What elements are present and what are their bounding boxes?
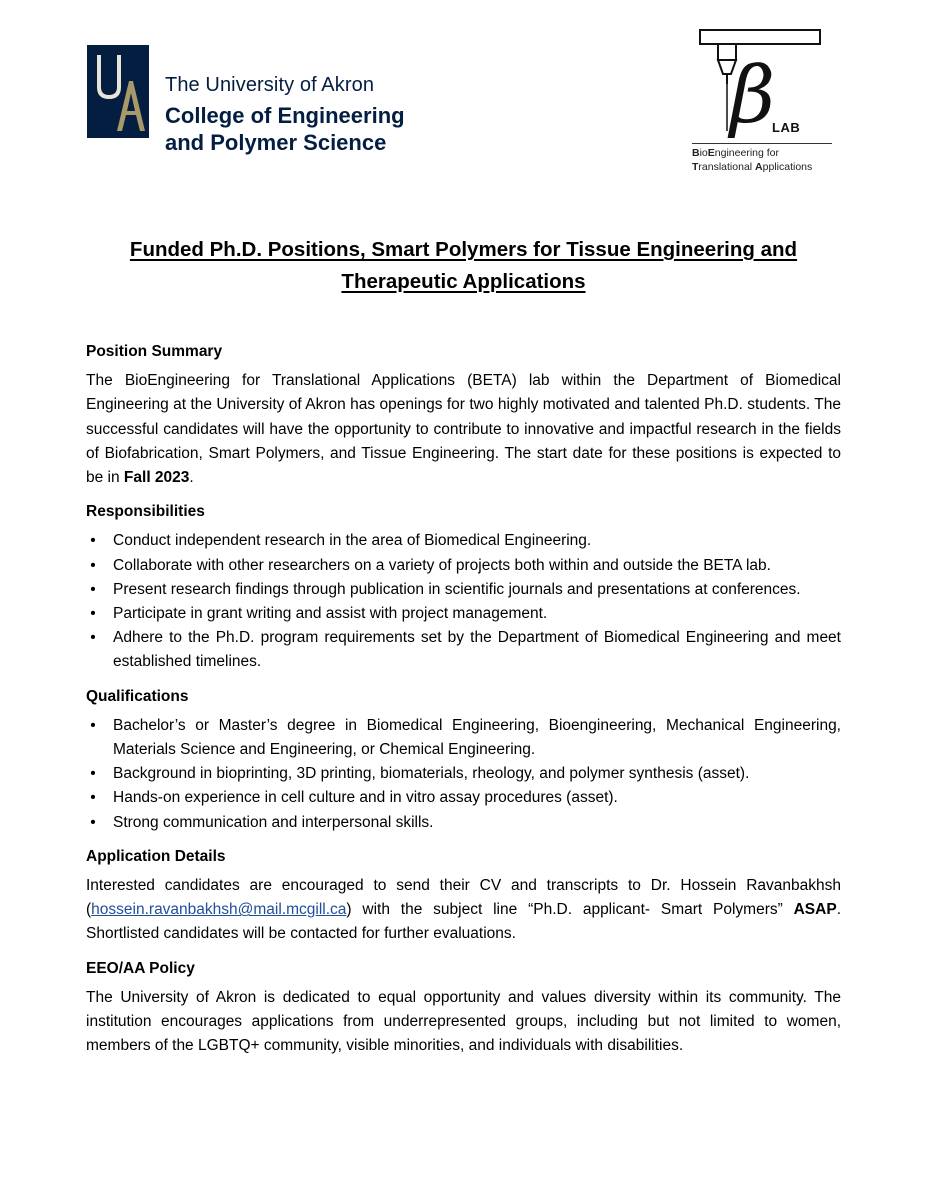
ua-monogram-icon xyxy=(87,45,149,138)
position-summary-text: The BioEngineering for Translational Applications (BETA) lab within the Department of Biomedical Engineering at the University of Akron has openings for two highly motivated and talented Ph.D. students. The successful candidates will have the opportunity to contribute to innovative and impactful research in the fields of Biofabrication, Smart Polymers, and Tissue Engineering. The start date for these positions is expected to be in Fall 2023. xyxy=(86,372,841,487)
document-title xyxy=(86,234,841,298)
application-details-text: Interested candidates are encouraged to send their CV and transcripts to Dr. Hossein Ravanbakhsh (hossein.ravanbakhsh@mail.mcgill.ca) with the subject line “Ph.D. applicant- Smart Polymers” ASAP. Shortlisted candidates will be contacted for further evaluations. xyxy=(86,877,841,943)
university-of-akron-logo-mark xyxy=(87,45,149,138)
bullet-icon: • xyxy=(90,629,96,647)
title-line-1: Funded Ph.D. Positions, Smart Polymers for Tissue Engineering and xyxy=(129,238,798,261)
college-name-line2: and Polymer Science xyxy=(165,130,387,156)
bullet-icon: • xyxy=(90,556,96,574)
bullet-icon: • xyxy=(90,813,96,831)
list-item: • Hands-on experience in cell culture and in vitro assay procedures (asset). xyxy=(86,786,841,810)
list-item: • Participate in grant writing and assist with project management. xyxy=(86,602,841,626)
list-item: • Background in bioprinting, 3D printing, biomaterials, rheology, and polymer synthesis (asset). xyxy=(86,762,841,786)
svg-text:β: β xyxy=(730,51,776,141)
list-item: • Present research findings through publication in scientific journals and presentations at conferences. xyxy=(86,578,841,602)
eeo-policy-text: The University of Akron is dedicated to equal opportunity and values diversity within its community. The institution encourages applications from underrepresented groups, including but not limited to women, members of the LGBTQ+ community, visible minorities, and individuals with disabilities. xyxy=(86,988,841,1055)
application-details-heading: Application Details xyxy=(86,847,226,865)
bullet-icon: • xyxy=(90,532,96,550)
bullet-icon: • xyxy=(90,580,96,598)
contact-email-link[interactable]: hossein.ravanbakhsh@mail.mcgill.ca xyxy=(91,901,347,919)
qualifications-heading: Qualifications xyxy=(86,687,189,705)
beta-lab-word: LAB xyxy=(772,120,801,135)
list-item: • Collaborate with other researchers on a variety of projects both within and outside the BETA lab. xyxy=(86,554,841,578)
position-summary-heading: Position Summary xyxy=(86,343,223,360)
document-body xyxy=(86,340,841,1068)
bullet-icon: • xyxy=(90,716,96,734)
beta-lab-subtitle: BioEngineering for Translational Applications xyxy=(692,143,832,174)
list-item: • Strong communication and interpersonal skills. xyxy=(86,811,841,835)
eeo-policy-heading: EEO/AA Policy xyxy=(86,959,195,977)
university-name: The University of Akron xyxy=(165,74,375,96)
college-name-block xyxy=(165,74,405,156)
list-item: • Conduct independent research in the area of Biomedical Engineering. xyxy=(86,529,841,553)
bullet-icon: • xyxy=(90,605,96,623)
college-name-line1: College of Engineering xyxy=(165,103,405,128)
list-item: • Bachelor’s or Master’s degree in Biomedical Engineering, Bioengineering, Mechanical Engineering, Materials Science and Engineering, or Chemical Engineering. xyxy=(86,714,841,762)
title-line-2: Therapeutic Applications xyxy=(341,270,586,293)
bullet-icon: • xyxy=(90,789,96,807)
bullet-icon: • xyxy=(90,765,96,783)
qualifications-list xyxy=(86,714,841,835)
responsibilities-list xyxy=(86,529,841,674)
list-item: • Adhere to the Ph.D. program requirements set by the Department of Biomedical Engineering and meet established timelines. xyxy=(86,626,841,674)
responsibilities-heading: Responsibilities xyxy=(86,503,205,521)
